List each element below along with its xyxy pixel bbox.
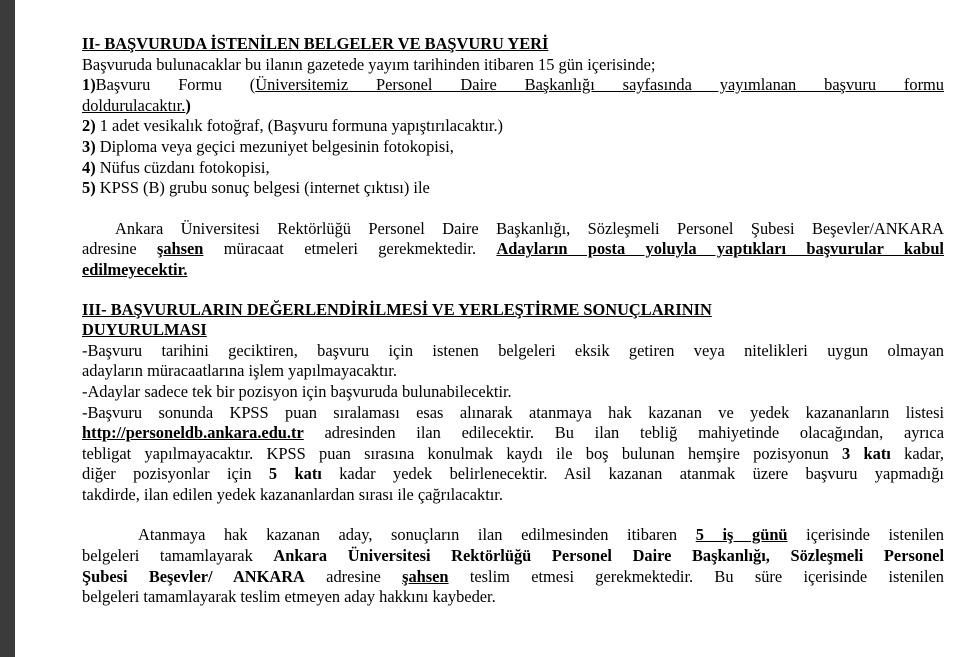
application-para-line1: Ankara Üniversitesi Rektörlüğü Personel Daire Başkanlığı, Sözleşmeli Personel Şubesi Beşevler/ANKARA [115, 218, 944, 238]
item2-text: 1 adet vesikalık fotoğraf, (Başvuru formuna yapıştırılacaktır.) [95, 116, 504, 136]
item4-text: Nüfus cüzdanı fotokopisi, [95, 157, 270, 177]
bullet3-line4 [82, 464, 944, 485]
item5-text: KPSS (B) grubu sonuç belgesi (internet çıktısı) ile [95, 178, 430, 198]
final-para-line2 [82, 546, 944, 567]
bullet3-line4-bold: 5 katı [268, 464, 322, 484]
para-mid: müracaat etmeleri gerekmektedir. [203, 239, 497, 259]
bullet3-line3 [82, 444, 944, 465]
item5 [82, 178, 944, 199]
item2-number: 2) [82, 116, 96, 136]
para-bold-b: edilmeyecektir. [82, 259, 188, 279]
viewer-edge [0, 0, 15, 657]
document-content [82, 34, 944, 608]
bullet1-line2: adayların müracaatlarına işlem yapılmayacaktır. [82, 361, 397, 381]
personeldb-link[interactable]: http://personeldb.ankara.edu.tr [82, 423, 304, 443]
final-para-line4: belgeleri tamamlayarak teslim etmeyen aday hakkını kaybeder. [82, 587, 496, 607]
final-para-line1 [82, 525, 944, 546]
item3-text: Diploma veya geçici mezuniyet belgesinin fotokopisi, [95, 136, 454, 156]
spacer [82, 199, 944, 219]
bullet1-line1: -Başvuru tarihini geciktiren, başvuru için istenen belgeleri eksik getiren veya nitelikleri uygun olmayan [82, 340, 944, 360]
document-page [15, 0, 964, 657]
final-l1-post: içerisinde istenilen [787, 525, 944, 545]
final-l1-pre: Atanmaya hak kazanan aday, sonuçların ilan edilmesinden itibaren [138, 525, 696, 545]
final-l1-bold: 5 iş günü [695, 525, 788, 545]
item1-link-b[interactable]: doldurulacaktır. [82, 95, 186, 115]
spacer [82, 505, 944, 525]
item5-number: 5) [82, 178, 96, 198]
item1-close: ) [185, 95, 191, 115]
item3-number: 3) [82, 136, 96, 156]
section2-intro: Başvuruda bulunacaklar bu ilanın gazetede yayım tarihinden itibaren 15 gün içerisinde; [82, 54, 656, 74]
item1-link-a[interactable]: Üniversitemiz Personel Daire Başkanlığı sayfasında yayımlanan başvuru formu [255, 75, 944, 95]
bullet3-line5: takdirde, ilan edilen yedek kazananlardan sırası ile çağrılacaktır. [82, 484, 503, 504]
final-l3-sahsen: şahsen [402, 566, 449, 586]
final-l3-post: teslim etmesi gerekmektedir. Bu süre içerisinde istenilen [448, 566, 944, 586]
para-sahsen: şahsen [156, 239, 204, 259]
item4 [82, 158, 944, 179]
bullet3-line3-bold: 3 katı [842, 443, 891, 463]
final-l2-bold: Ankara Üniversitesi Rektörlüğü Personel Daire Başkanlığı, Sözleşmeli Personel [273, 546, 944, 566]
final-l2-pre: belgeleri tamamlayarak [82, 546, 274, 566]
section2-heading: II- BAŞVURUDA İSTENİLEN BELGELER VE BAŞVURU YERİ [82, 34, 549, 53]
spacer [82, 281, 944, 300]
bullet3-line2 [82, 423, 944, 444]
application-para-line3 [82, 260, 944, 281]
item1-line2 [82, 96, 944, 117]
section3-heading-b: DUYURULMASI [82, 320, 207, 340]
final-para-line3 [82, 567, 944, 588]
item1-text: Başvuru Formu ( [95, 75, 256, 95]
final-l3-bold: Şubesi Beşevler/ ANKARA [82, 566, 305, 586]
bullet3-line3-post: kadar, [890, 443, 944, 463]
bullet3-line2-rest: adresinden ilan edilecektir. Bu ilan tebliğ mahiyetinde olacağından, ayrıca [303, 423, 944, 443]
bullet3-line1: -Başvuru sonunda KPSS puan sıralaması esas alınarak atanmaya hak kazanan ve yedek kazananların listesi [82, 402, 944, 422]
section3-heading-a: III- BAŞVURULARIN DEĞERLENDİRİLMESİ VE YERLEŞTİRME SONUÇLARININ [82, 299, 712, 319]
para-bold-a: Adayların posta yoluyla yaptıkları başvurular kabul [496, 239, 944, 259]
item1-line1 [82, 75, 944, 96]
application-para-line2 [82, 239, 944, 260]
final-l3-mid: adresine [304, 566, 403, 586]
item4-number: 4) [82, 157, 96, 177]
bullet3-line4-pre: diğer pozisyonlar için [82, 464, 269, 484]
item3 [82, 137, 944, 158]
item2 [82, 116, 944, 137]
item1-number: 1) [82, 75, 96, 95]
para-pre: adresine [82, 239, 157, 259]
bullet2: -Adaylar sadece tek bir pozisyon için başvuruda bulunabilecektir. [82, 381, 512, 401]
bullet3-line3-pre: tebligat yapılmayacaktır. KPSS puan sırasına konulmak kaydı ile boş bulunan hemşire pozisyonun [82, 443, 843, 463]
bullet3-line4-post: kadar yedek belirlenecektir. Asil kazanan atanmak üzere başvuru yapmadığı [321, 464, 944, 484]
